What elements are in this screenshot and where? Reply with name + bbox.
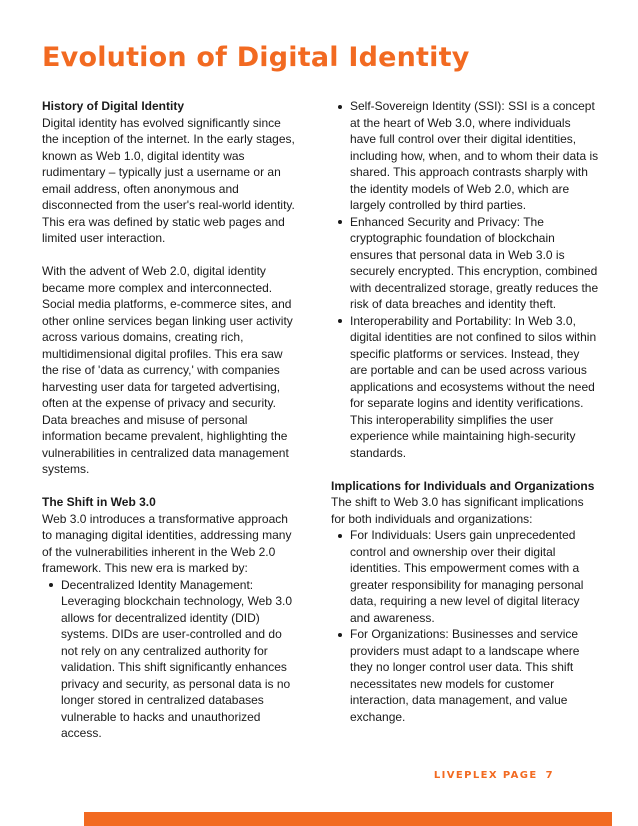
footer-label: LIVEPLEX PAGE bbox=[433, 770, 538, 781]
implications-intro: The shift to Web 3.0 has significant implications for both individuals and organizations: bbox=[331, 495, 584, 526]
history-heading: History of Digital Identity bbox=[42, 99, 185, 113]
shift-list-left bbox=[42, 577, 300, 742]
left-column bbox=[42, 98, 300, 742]
paragraph-gap bbox=[331, 461, 599, 478]
shift-intro: Web 3.0 introduces a transformative approach to managing digital identities, addressing many of the vulnerabilities inherent in the Web 2.0 framework. This new era is marked by: bbox=[42, 511, 292, 575]
page-footer bbox=[434, 770, 554, 781]
implications-list bbox=[331, 527, 599, 725]
implications-heading: Implications for Individuals and Organizations bbox=[331, 478, 595, 493]
page-title: Evolution of Digital Identity bbox=[42, 42, 470, 73]
history-paragraph-1: Digital identity has evolved significantly since the inception of the internet. In the early stages, known as Web 1.0, digital identity was rudimentary – typically just a username or an email address, often anonymous and disconnected from the user's real-world identity. This era was defined by static web pages and limited user interaction. bbox=[42, 115, 295, 245]
paragraph-gap bbox=[42, 478, 300, 495]
right-column bbox=[331, 98, 599, 725]
list-item: Enhanced Security and Privacy: The cryptographic foundation of blockchain ensures that personal data in Web 3.0 is securely encrypted. This encryption, combined with decentralized storage, greatly reduces the risk of data breaches and identity theft. bbox=[331, 214, 599, 313]
shift-list-right bbox=[331, 98, 599, 461]
page-number: 7 bbox=[545, 770, 554, 781]
list-item: For Organizations: Businesses and service providers must adapt to a landscape where they no longer control user data. This shift necessitates new models for customer interaction, data management, and value exchange. bbox=[331, 626, 599, 725]
shift-heading: The Shift in Web 3.0 bbox=[42, 495, 156, 509]
paragraph-gap bbox=[42, 247, 300, 264]
list-item: Self-Sovereign Identity (SSI): SSI is a concept at the heart of Web 3.0, where individuals have full control over their digital identities, including how, when, and to whom their data is shared. This approach contrasts sharply with the identity models of Web 2.0, which are largely controlled by third parties. bbox=[331, 98, 599, 214]
history-paragraph-2: With the advent of Web 2.0, digital identity became more complex and interconnected. Social media platforms, e-commerce sites, and other online services began linking user activity across various domains, creating rich, multidimensional digital profiles. This era saw the rise of 'data as currency,' with companies harvesting user data for targeted advertising, often at the expense of privacy and security. Data breaches and misuse of personal information became prevalent, highlighting the vulnerabilities in centralized data management systems. bbox=[42, 264, 293, 476]
list-item: Decentralized Identity Management: Leveraging blockchain technology, Web 3.0 allows for decentralized identity (DID) systems. DIDs are user-controlled and do not rely on any centralized authority for validation. This shift significantly enhances privacy and security, as personal data is no longer stored in centralized databases vulnerable to hacks and unauthorized access. bbox=[42, 577, 300, 742]
list-item: For Individuals: Users gain unprecedented control and ownership over their digital identities. This empowerment comes with a greater responsibility for managing personal data, requiring a new level of digital literacy and awareness. bbox=[331, 527, 599, 626]
bottom-accent-bar bbox=[84, 812, 612, 826]
list-item: Interoperability and Portability: In Web 3.0, digital identities are not confined to silos within specific platforms or services. Instead, they are portable and can be used across various applications and ecosystems without the need for separate logins and identity verifications. This interoperability simplifies the user experience while maintaining high-security standards. bbox=[331, 313, 599, 462]
